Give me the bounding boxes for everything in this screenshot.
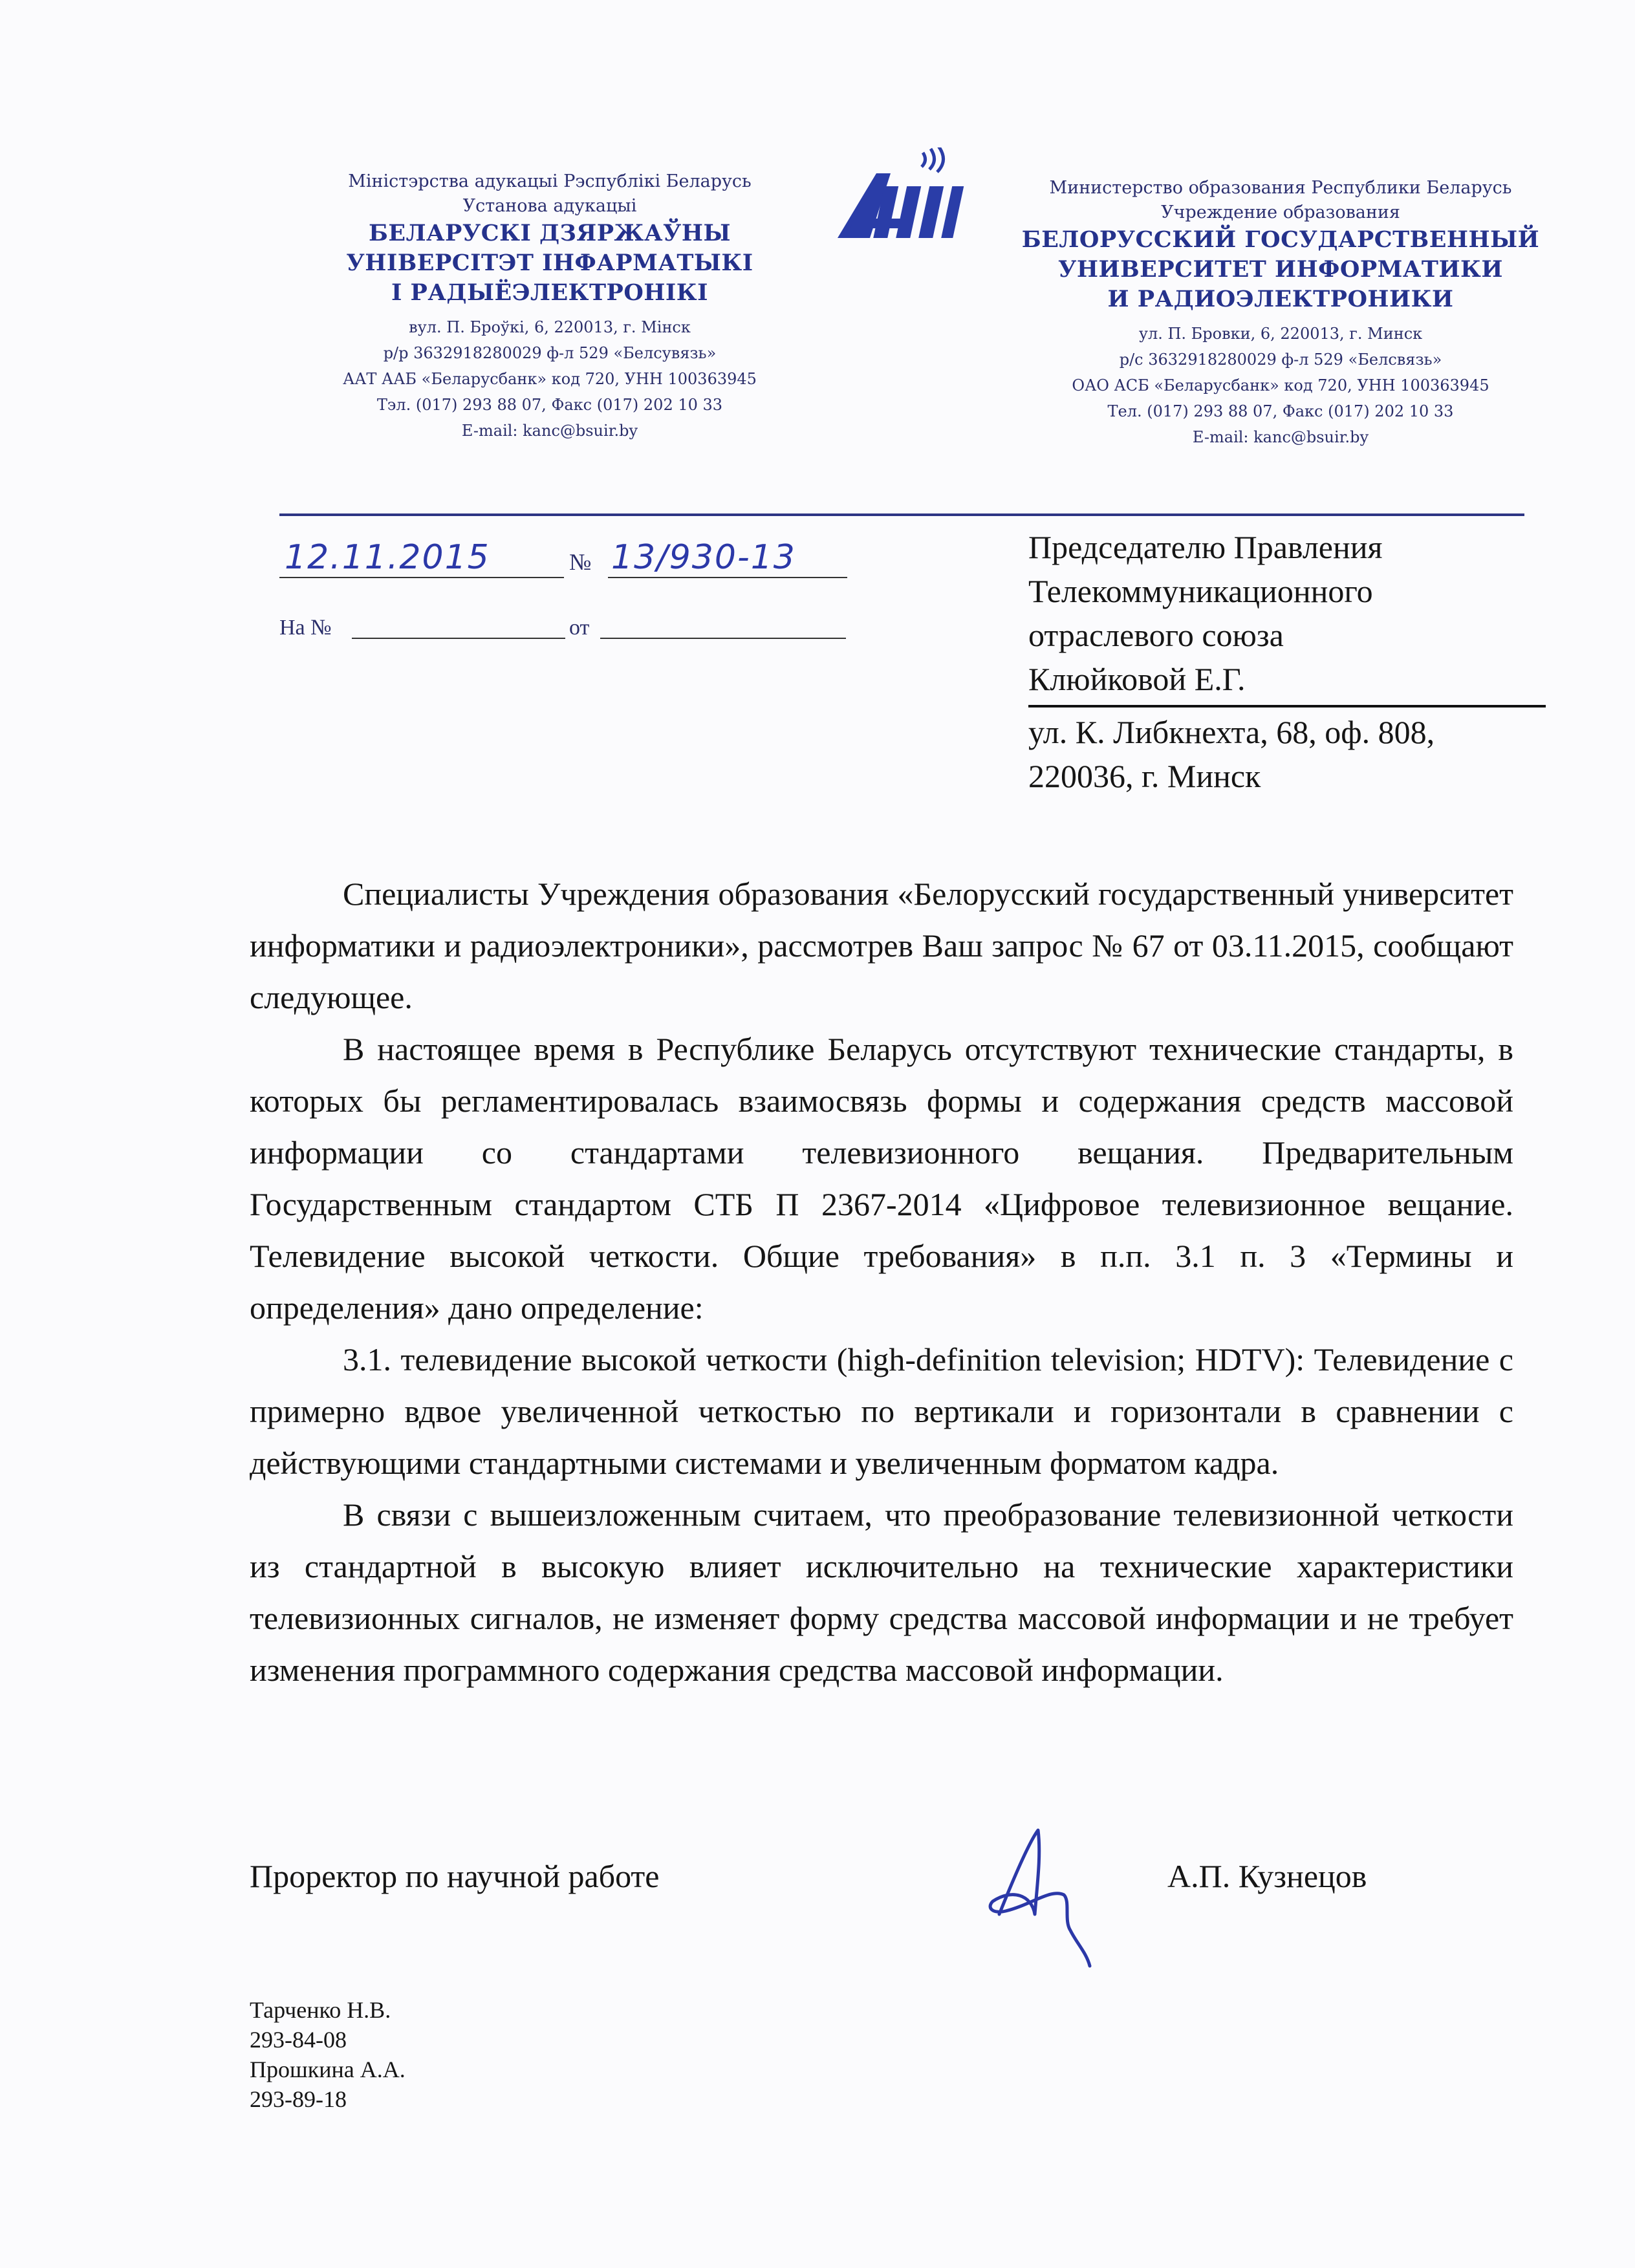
date-underline <box>279 577 564 578</box>
email-by: E-mail: kanc@bsuir.by <box>461 422 638 440</box>
letterhead-divider <box>279 513 1524 516</box>
university-name-by-3: І РАДЫЁЭЛЕКТРОНІКІ <box>391 279 709 306</box>
addressee-address <box>1028 710 1435 798</box>
phone-by: Тэл. (017) 293 88 07, Факс (017) 202 10 33 <box>376 396 723 414</box>
ministry-by: Міністэрства адукацыі Рэспублікі Беларусь <box>348 171 752 191</box>
addressee-city: 220036, г. Минск <box>1028 758 1261 794</box>
institution-type-by: Установа адукацыі <box>462 196 637 216</box>
body-paragraph: 3.1. телевидение высокой четкости (high-definition television; HDTV): Телевидение с примерно вдвое увеличенной четкостью по вертикали и горизонтали в сравнении с действующими стандартными системами и увеличенным форматом кадра. <box>250 1341 1513 1481</box>
outgoing-date: 12.11.2015 <box>285 538 490 577</box>
contact-phone: 293-89-18 <box>250 2086 347 2112</box>
institution-type-ru: Учреждение образования <box>1161 202 1400 222</box>
from-underline <box>600 638 846 639</box>
email-ru: E-mail: kanc@bsuir.by <box>1192 428 1369 446</box>
body-paragraph: В настоящее время в Республике Беларусь отсутствуют технические стандарты, в которых бы регламентировалась взаимосвязь формы и содержания средств массовой информации со стандартами телевизионного вещания. Предварительным Государственным стандартом СТБ П 2367-2014 «Цифровое телевизионное вещание. Телевидение высокой четкости. Общие требования» в п.п. 3.1 п. 3 «Термины и определения» дано определение: <box>250 1031 1513 1326</box>
university-name-ru-3: И РАДИОЭЛЕКТРОНИКИ <box>1107 286 1454 312</box>
number-sign: № <box>569 549 592 575</box>
addressee <box>1028 525 1383 701</box>
contact-persons <box>250 1995 406 2114</box>
body-paragraph: В связи с вышеизложенным считаем, что преобразование телевизионной четкости из стандартной в высокую влияет исключительно на технические характеристики телевизионных сигналов, не изменяет форму средства массовой информации и не требует изменения программного содержания средства массовой информации. <box>250 1496 1513 1688</box>
in-reply-label: На № <box>279 616 332 640</box>
contact-name: Прошкина А.А. <box>250 2057 406 2082</box>
ministry-ru: Министерство образования Республики Беларусь <box>1049 178 1512 198</box>
addressee-line: Председателю Правления <box>1028 529 1383 565</box>
handwritten-signature <box>973 1817 1116 1972</box>
signatory-title: Проректор по научной работе <box>250 1858 660 1894</box>
university-name-by-1: БЕЛАРУСКІ ДЗЯРЖАЎНЫ <box>368 220 731 246</box>
university-name-ru-2: УНИВЕРСИТЕТ ИНФОРМАТИКИ <box>1058 256 1503 283</box>
address-ru: ул. П. Бровки, 6, 220013, г. Минск <box>1138 325 1423 343</box>
contact-name: Тарченко Н.В. <box>250 1997 391 2023</box>
address-by: вул. П. Броўкі, 6, 220013, г. Мінск <box>409 318 691 336</box>
phone-ru: Тел. (017) 293 88 07, Факс (017) 202 10 33 <box>1107 402 1454 420</box>
body-paragraph: Специалисты Учреждения образования «Белорусский государственный университет информатики и радиоэлектроники», рассмотрев Ваш запрос № 67 от 03.11.2015, сообщают следующее. <box>250 876 1513 1015</box>
addressee-name: Клюйковой Е.Г. <box>1028 661 1246 697</box>
university-name-by-2: УНІВЕРСІТЭТ ІНФАРМАТЫКІ <box>346 250 753 276</box>
letterhead-right <box>1009 176 1552 450</box>
addressee-line: Телекоммуникационного <box>1028 573 1373 609</box>
signatory-name: А.П. Кузнецов <box>1167 1858 1367 1894</box>
outgoing-number: 13/930-13 <box>611 538 796 577</box>
in-reply-underline <box>352 638 565 639</box>
addressee-line: отраслевого союза <box>1028 617 1284 653</box>
from-label: от <box>569 616 590 640</box>
account-by: р/р 3632918280029 ф-л 529 «Белсувязь» <box>383 344 717 362</box>
university-name-ru-1: БЕЛОРУССКИЙ ГОСУДАРСТВЕННЫЙ <box>1021 226 1540 253</box>
number-underline <box>608 577 847 578</box>
account-ru: р/с 3632918280029 ф-л 529 «Белсвязь» <box>1119 351 1442 369</box>
addressee-divider <box>1028 705 1546 707</box>
bank-ru: ОАО АСБ «Беларусбанк» код 720, УНН 100363945 <box>1072 376 1489 394</box>
letter-body <box>250 868 1513 1696</box>
contact-phone: 293-84-08 <box>250 2027 347 2053</box>
letterhead-left <box>285 169 815 444</box>
bank-by: ААТ ААБ «Беларусбанк» код 720, УНН 100363945 <box>343 370 757 388</box>
university-logo <box>831 147 973 244</box>
addressee-street: ул. К. Либкнехта, 68, оф. 808, <box>1028 714 1435 750</box>
